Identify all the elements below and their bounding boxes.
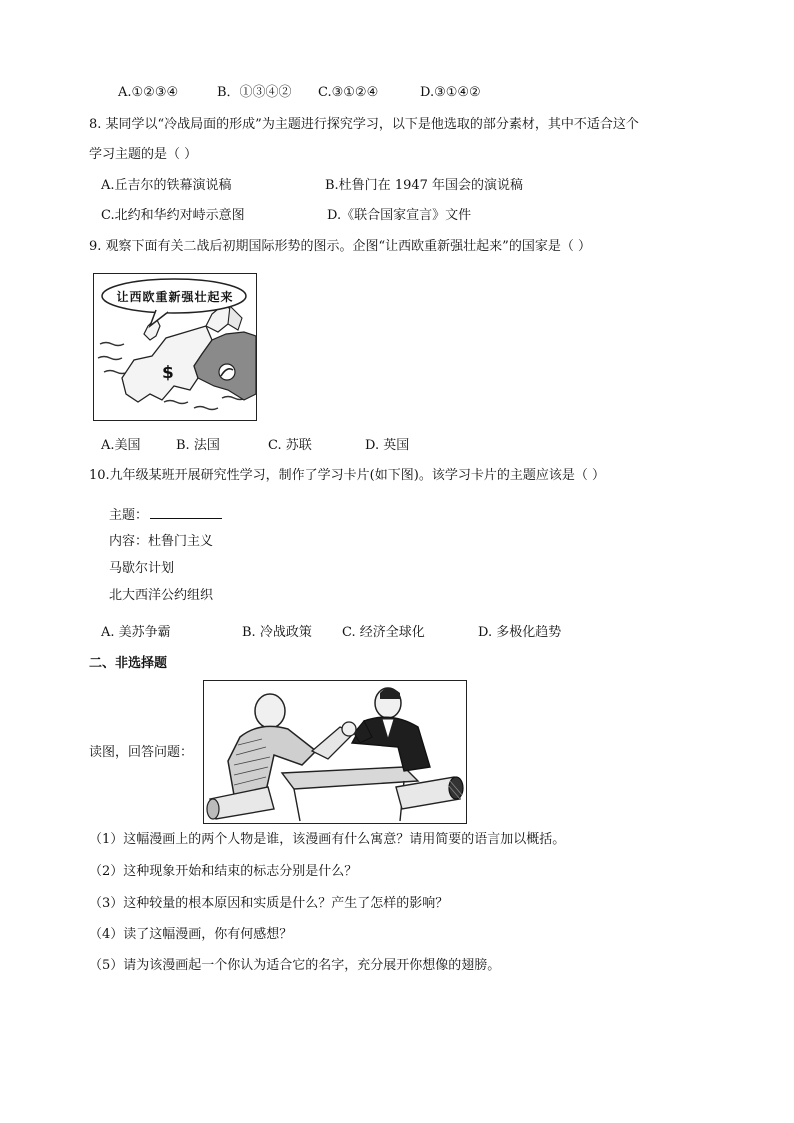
q7-option-b: B．①③④②	[217, 85, 292, 100]
card-topic-label: 主题：	[109, 508, 149, 523]
q7-option-a: A.①②③④	[118, 85, 179, 100]
q8-stem-line1: 8. 某同学以“冷战局面的形成”为主题进行探究学习，以下是他选取的部分素材，其中不适合这个	[89, 117, 639, 132]
section2-question-2: （2）这种现象开始和结束的标志分别是什么？	[89, 864, 358, 879]
arm-wrestling-illustration	[204, 681, 466, 823]
card-item-nato: 北大西洋公约组织	[109, 588, 214, 603]
section-heading: 二、非选择题	[89, 656, 168, 671]
q9-option-d: D. 英国	[365, 438, 410, 453]
section2-prompt: 读图，回答问题：	[89, 745, 194, 760]
q8-option-c: C.北约和华约对峙示意图	[101, 208, 245, 223]
q9-cartoon-map	[93, 273, 257, 421]
q8-option-b: B.杜鲁门在 1947 年国会的演说稿	[325, 178, 524, 193]
q7-option-d: D.③①④②	[420, 85, 481, 100]
q8-stem-line2: 学习主题的是（ ）	[89, 147, 198, 162]
q10-option-c: C. 经济全球化	[342, 625, 425, 640]
q9-option-c: C. 苏联	[268, 438, 312, 453]
card-topic-blank	[150, 506, 222, 519]
q9-option-a: A.美国	[101, 438, 141, 453]
dollar-symbol: $	[162, 363, 174, 383]
q10-stem: 10.九年级某班开展研究性学习，制作了学习卡片(如下图)。该学习卡片的主题应该是（ ）	[89, 468, 605, 483]
q9-option-b: B. 法国	[176, 438, 220, 453]
speech-bubble-text: 让西欧重新强壮起来	[116, 290, 234, 304]
card-content-label: 内容：杜鲁门主义	[109, 534, 214, 549]
q10-option-a: A. 美苏争霸	[101, 625, 171, 640]
q8-option-d: D.《联合国家宣言》文件	[327, 208, 472, 223]
section2-question-1: （1）这幅漫画上的两个人物是谁，该漫画有什么寓意？请用简要的语言加以概括。	[89, 832, 566, 847]
q8-option-a: A.丘吉尔的铁幕演说稿	[101, 178, 232, 193]
study-card-topic	[109, 506, 222, 525]
section2-question-5: （5）请为该漫画起一个你认为适合它的名字，充分展开你想像的翅膀。	[89, 958, 501, 973]
q7-option-c: C.③①②④	[318, 85, 379, 100]
q10-option-d: D. 多极化趋势	[478, 625, 562, 640]
section2-question-4: （4）读了这幅漫画，你有何感想？	[89, 927, 293, 942]
q9-stem: 9. 观察下面有关二战后初期国际形势的图示。企图“让西欧重新强壮起来”的国家是（ ）	[89, 239, 591, 254]
card-item-marshall-plan: 马歇尔计划	[109, 561, 175, 576]
arm-wrestling-cartoon	[203, 680, 467, 824]
section2-question-3: （3）这种较量的根本原因和实质是什么？产生了怎样的影响？	[89, 896, 449, 911]
q10-option-b: B. 冷战政策	[242, 625, 312, 640]
